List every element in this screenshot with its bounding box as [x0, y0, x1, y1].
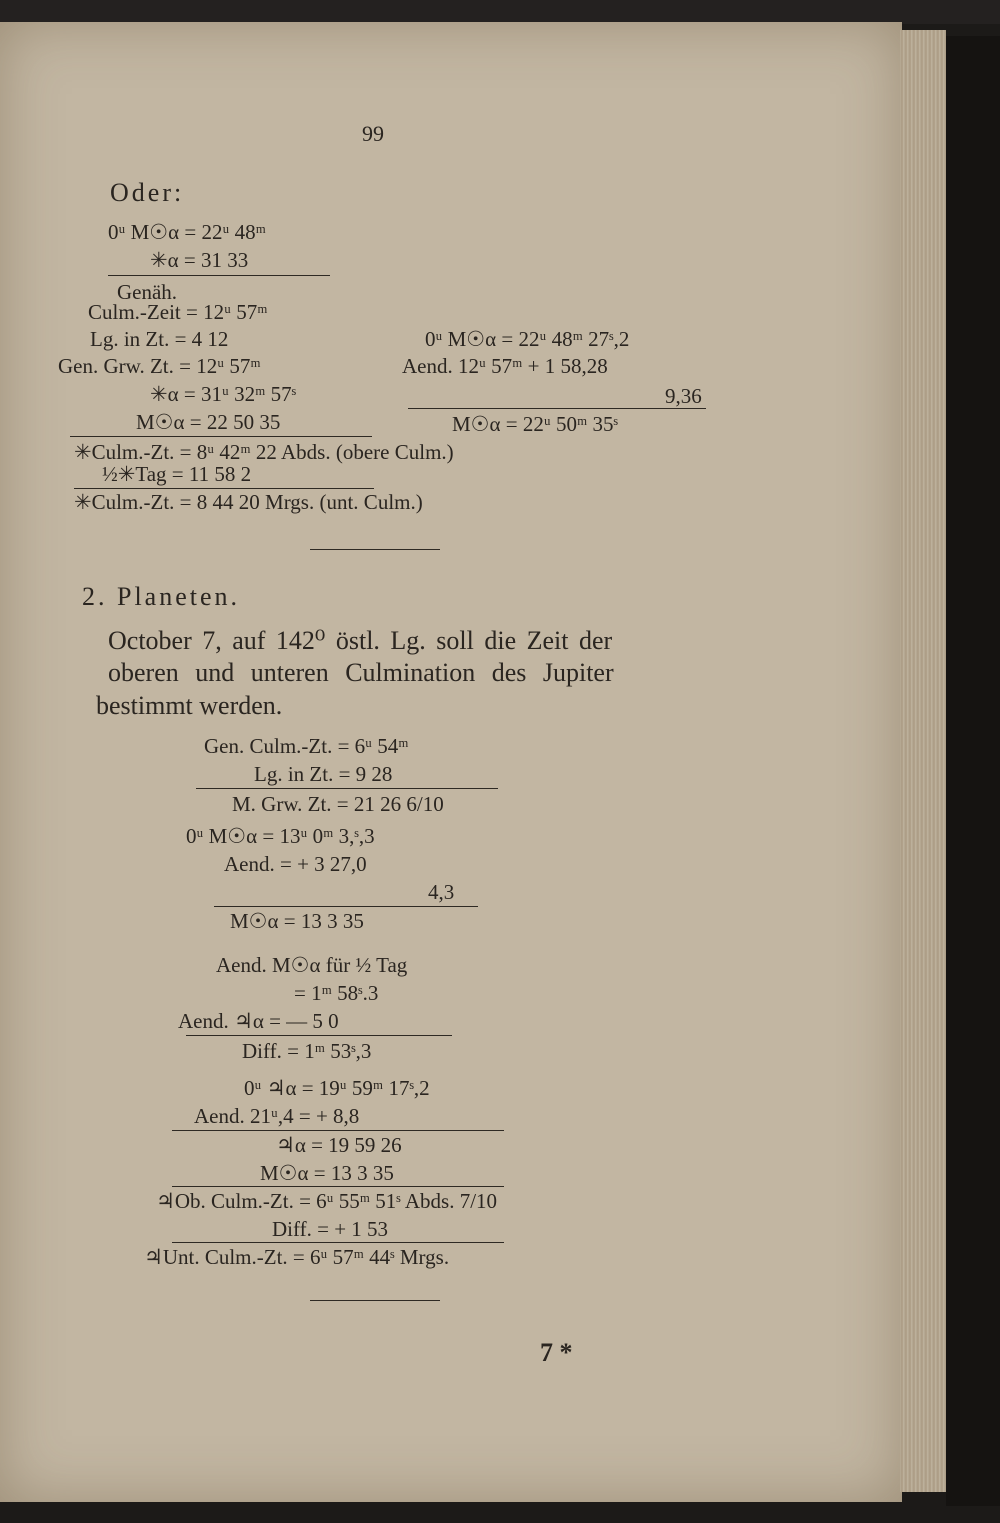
calc-line: ♃α = 19 59 26: [276, 1133, 402, 1157]
calc-line: 0ᵘ ♃α = 19ᵘ 59ᵐ 17ˢ,2: [244, 1076, 430, 1100]
rule: [186, 1035, 452, 1036]
calc-line: 4,3: [428, 880, 455, 904]
calc-line: Lg. in Zt. = 9 28: [254, 762, 393, 786]
book-page: [0, 22, 902, 1502]
calc-line: ½✳Tag = 11 58 2: [102, 462, 252, 486]
book-cover: [946, 36, 1000, 1506]
calc-line: Aend. 12ᵘ 57ᵐ + 1 58,28: [402, 354, 608, 378]
rule: [172, 1186, 504, 1187]
page-edges: [900, 30, 946, 1492]
calc-line: M. Grw. Zt. = 21 26 6/10: [232, 792, 444, 816]
calc-line: Culm.-Zeit = 12ᵘ 57ᵐ: [88, 300, 268, 324]
calc-line: 0ᵘ M☉α = 22ᵘ 48ᵐ 27ˢ,2: [425, 327, 630, 351]
calc-line: Gen. Culm.-Zt. = 6ᵘ 54ᵐ: [204, 734, 409, 758]
calc-line: ✳α = 31ᵘ 32ᵐ 57ˢ: [150, 382, 297, 406]
rule: [108, 275, 330, 276]
calc-line: ✳Culm.-Zt. = 8ᵘ 42ᵐ 22 Abds. (obere Culm.): [74, 440, 454, 464]
calc-line: Aend. 21ᵘ,4 = + 8,8: [194, 1104, 360, 1128]
calc-line: M☉α = 13 3 35: [230, 909, 364, 933]
calc-line: 0ᵘ M☉α = 13ᵘ 0ᵐ 3,ˢ,3: [186, 824, 375, 848]
page-footer-signature: 7 *: [540, 1338, 573, 1367]
calc-line: ♃Ob. Culm.-Zt. = 6ᵘ 55ᵐ 51ˢ Abds. 7/10: [156, 1189, 498, 1213]
oder-heading: Oder:: [110, 178, 185, 207]
paragraph-line: oberen und unteren Culmination des Jupiter: [108, 658, 614, 687]
calc-line: 9,36: [665, 384, 702, 408]
calc-line: Aend. M☉α für ½ Tag: [216, 953, 408, 977]
calc-line: Aend. ♃α = — 5 0: [178, 1009, 339, 1033]
rule: [172, 1130, 504, 1131]
rule: [172, 1242, 504, 1243]
scan-top-edge: [0, 0, 1000, 24]
rule: [70, 436, 372, 437]
section-title: 2. Planeten.: [82, 582, 241, 611]
calc-line: ♃Unt. Culm.-Zt. = 6ᵘ 57ᵐ 44ˢ Mrgs.: [144, 1245, 450, 1269]
calc-line: Diff. = 1ᵐ 53ˢ,3: [242, 1039, 372, 1063]
section-divider: [310, 549, 440, 550]
calc-line: Lg. in Zt. = 4 12: [90, 327, 229, 351]
rule: [196, 788, 498, 789]
calc-line: = 1ᵐ 58ˢ.3: [294, 981, 379, 1005]
paragraph-line: bestimmt werden.: [96, 691, 283, 720]
rule: [214, 906, 478, 907]
rule: [74, 488, 374, 489]
rule: [408, 408, 706, 409]
calc-line: ✳α = 31 33: [150, 248, 249, 272]
calc-line: M☉α = 22ᵘ 50ᵐ 35ˢ: [452, 412, 618, 436]
calc-line: Diff. = + 1 53: [272, 1217, 389, 1241]
paragraph-line: October 7, auf 142⁰ östl. Lg. soll die Zeit der: [108, 626, 613, 655]
calc-line: 0ᵘ M☉α = 22ᵘ 48ᵐ: [108, 220, 266, 244]
calc-line: Genäh.: [117, 280, 178, 304]
section-divider: [310, 1300, 440, 1301]
calc-line: Aend. = + 3 27,0: [224, 852, 367, 876]
calc-line: Gen. Grw. Zt. = 12ᵘ 57ᵐ: [58, 354, 261, 378]
calc-line: M☉α = 13 3 35: [260, 1161, 394, 1185]
page-number: 99: [362, 121, 384, 146]
calc-line: M☉α = 22 50 35: [136, 410, 281, 434]
calc-line: ✳Culm.-Zt. = 8 44 20 Mrgs. (unt. Culm.): [74, 490, 423, 514]
